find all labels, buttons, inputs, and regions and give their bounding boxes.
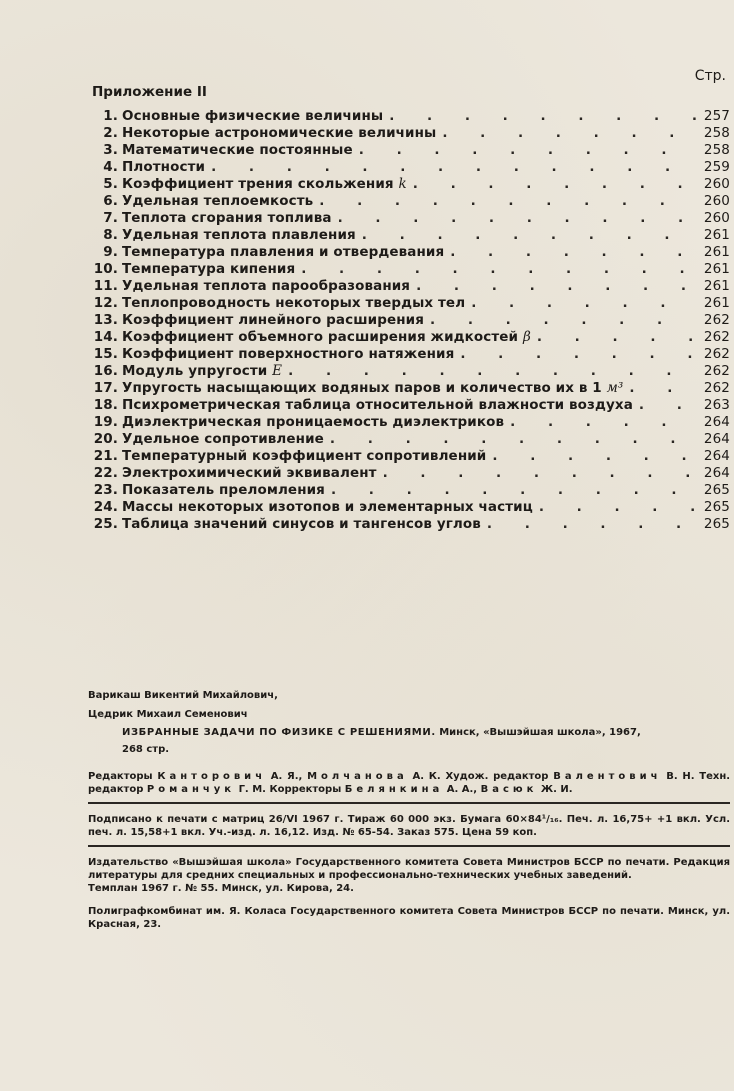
toc-entry [92, 397, 730, 414]
art-editor-label: Худож. редактор [445, 771, 549, 782]
toc-entry-title [122, 210, 332, 226]
toc-entry-number: 24. [93, 499, 118, 515]
toc-entry [92, 176, 730, 193]
editor-name: Молчанова [307, 771, 408, 782]
editors-label: Редакторы [88, 771, 153, 782]
toc-entry-number: 25. [93, 516, 118, 532]
section-title: Приложение II [92, 84, 207, 100]
toc-entry-number: 1. [103, 108, 118, 124]
toc-entry-title-text: Электрохимический эквивалент [122, 465, 377, 481]
toc-entry [92, 482, 730, 499]
toc-entry [92, 125, 730, 142]
toc-entry-title [122, 380, 623, 396]
toc-entry-title [122, 431, 324, 447]
toc-entry [92, 329, 730, 346]
toc-entry [92, 244, 730, 261]
toc-entry-title-text: Удельная теплоемкость [122, 193, 314, 209]
toc-entry-page: 259 [703, 159, 730, 175]
toc-entry-title [122, 261, 295, 277]
toc-entry [92, 346, 730, 363]
toc-entry-number: 13. [93, 312, 118, 328]
toc-entry-title-text: Массы некоторых изотопов и элементарных частиц [122, 499, 533, 515]
templan: Темплан 1967 г. № 55. Минск, ул. Кирова, 24. [88, 883, 354, 894]
dot-leader [492, 448, 696, 464]
toc-entry [92, 210, 730, 227]
toc-entry-page: 265 [703, 499, 730, 515]
dot-leader [416, 278, 696, 294]
toc-entry-title [122, 159, 205, 175]
toc-entry-title-text: Коэффициент линейного расширения [122, 312, 424, 328]
corrector-initials: Ж. И. [540, 784, 573, 795]
toc-entry-number: 6. [103, 193, 118, 209]
toc-entry-page: 264 [703, 431, 730, 447]
toc-entry-title-text: Коэффициент поверхностного натяжения [122, 346, 455, 362]
page-column-label: Стр. [694, 68, 726, 84]
tech-editor-label: Техн. редактор [88, 771, 731, 795]
dot-leader [359, 142, 696, 158]
book-title: ИЗБРАННЫЕ ЗАДАЧИ ПО ФИЗИКЕ С РЕШЕНИЯМИ. [122, 727, 436, 738]
toc-entry [92, 227, 730, 244]
toc-entry-title-text: Психрометрическая таблица относительной влажности воздуха [122, 397, 633, 413]
toc-entry [92, 465, 730, 482]
toc-entry-page: 264 [703, 414, 730, 430]
toc-entry [92, 278, 730, 295]
print-info: Подписано к печати с матриц 26/VI 1967 г. Тираж 60 000 экз. Бумага 60×84¹/₁₆. Печ. л. 16,75+ +1 вкл. Усл. печ. л. 15,58+1 вкл. Уч.-изд. л. 16,12. Изд. № 65-54. Заказ 575. Цена 59 коп. [88, 814, 730, 838]
toc-entry [92, 431, 730, 448]
dot-leader [510, 414, 696, 430]
toc-entry-title [122, 346, 454, 362]
toc-entry-title-text: Таблица значений синусов и тангенсов углов [122, 516, 481, 532]
dot-leader [537, 329, 696, 345]
toc-entry [92, 261, 730, 278]
toc-entry-symbol: м³ [606, 380, 624, 396]
toc-entry-symbol: k [398, 176, 407, 192]
dot-leader [487, 516, 696, 532]
toc-entry-symbol: E [272, 363, 283, 379]
divider [88, 802, 730, 804]
toc-entry-page: 258 [703, 125, 730, 141]
toc-entry-title [122, 312, 424, 328]
toc-entry [92, 448, 730, 465]
toc-entry-title-text: Удельная теплота парообразования [122, 278, 411, 294]
toc-entry-title-text: Показатель преломления [122, 482, 325, 498]
dot-leader [288, 363, 696, 379]
toc-entry-number: 8. [103, 227, 118, 243]
toc-entry-page: 265 [703, 482, 730, 498]
toc-entry-title-text: Некоторые астрономические величины [122, 125, 437, 141]
toc-entry-page: 257 [703, 108, 730, 124]
toc-entry-page: 260 [703, 176, 730, 192]
correctors-label: Корректоры [269, 784, 342, 795]
dot-leader [319, 193, 696, 209]
toc-entry-title [122, 193, 313, 209]
dot-leader [362, 227, 696, 243]
dot-leader [629, 380, 696, 396]
tech-editor-initials: Г. М. [238, 784, 266, 795]
toc-entry-title-text: Удельное сопротивление [122, 431, 324, 447]
toc-entry [92, 193, 730, 210]
toc-entry [92, 295, 730, 312]
toc-entry-title [122, 414, 504, 430]
dot-leader [539, 499, 696, 515]
toc-entry-title-text: Теплота сгорания топлива [122, 210, 332, 226]
toc-entry-title [122, 295, 465, 311]
toc-entry-number: 23. [93, 482, 118, 498]
page-count: 268 стр. [122, 744, 170, 755]
toc-entry [92, 516, 730, 533]
toc-entry-page: 262 [703, 346, 730, 362]
toc-entry [92, 312, 730, 329]
toc-entry-title-text: Основные физические величины [122, 108, 384, 124]
toc-entry-title-text: Диэлектрическая проницаемость диэлектриков [122, 414, 505, 430]
toc-entry-title-text: Коэффициент объемного расширения жидкостей [122, 329, 519, 345]
tech-editor-name: Романчук [146, 784, 236, 795]
toc-entry-title-text: Математические постоянные [122, 142, 353, 158]
toc-entry-title [122, 465, 377, 481]
toc-entry-number: 11. [93, 278, 118, 294]
toc-entry-number: 5. [103, 176, 118, 192]
dot-leader [450, 244, 696, 260]
dot-leader [211, 159, 696, 175]
toc-entry-number: 15. [93, 346, 118, 362]
toc-entry-title-text: Теплопроводность некоторых твердых тел [122, 295, 466, 311]
toc-entry-title [122, 363, 282, 379]
dot-leader [413, 176, 696, 192]
author-2: Цедрик Михаил Семенович [88, 709, 248, 720]
dot-leader [383, 465, 696, 481]
toc-entry-title [122, 125, 436, 141]
colophon [88, 686, 730, 931]
toc-entry-number: 7. [103, 210, 118, 226]
toc-entry-title [122, 482, 325, 498]
divider [88, 845, 730, 847]
toc-entry-page: 261 [703, 244, 730, 260]
publisher-block: Издательство «Вышэйшая школа» Государственного комитета Совета Министров БССР по печати. Редакция литературы для средних специальных и профессионально-технических учебных заведений. [88, 857, 730, 881]
toc-entry-title-text: Упругость насыщающих водяных паров и количество их в 1 [122, 380, 602, 396]
toc-entry-page: 260 [703, 193, 730, 209]
dot-leader [460, 346, 696, 362]
toc-entry-title [122, 397, 633, 413]
toc-entry-number: 19. [93, 414, 118, 430]
toc-entry-title-text: Температурный коэффициент сопротивлений [122, 448, 487, 464]
dot-leader [639, 397, 696, 413]
toc-entry-number: 4. [103, 159, 118, 175]
art-editor-initials: В. Н. [666, 771, 695, 782]
toc-entry-title-text: Плотности [122, 159, 206, 175]
toc-entry [92, 363, 730, 380]
toc-entry-title [122, 329, 531, 345]
dot-leader [330, 431, 696, 447]
toc-entry-number: 22. [93, 465, 118, 481]
editor-initials: А. Я., [270, 771, 303, 782]
dot-leader [331, 482, 696, 498]
toc-entry-number: 18. [93, 397, 118, 413]
toc-entry-page: 261 [703, 227, 730, 243]
toc-entry-title [122, 448, 486, 464]
toc-entry-page: 261 [703, 278, 730, 294]
toc-entry-page: 262 [703, 363, 730, 379]
toc-entry [92, 499, 730, 516]
toc-entry [92, 142, 730, 159]
toc-entry-title [122, 516, 481, 532]
corrector-name: Белянкина [344, 784, 444, 795]
toc-entry-title-text: Коэффициент трения скольжения [122, 176, 394, 192]
art-editor-name: Валентович [553, 771, 662, 782]
toc-entry-title-text: Температура кипения [122, 261, 296, 277]
toc-entry-title-text: Удельная теплота плавления [122, 227, 356, 243]
editor-name: Канторович [157, 771, 267, 782]
toc-entry-page: 261 [703, 261, 730, 277]
toc-entry [92, 159, 730, 176]
toc-entry-number: 10. [93, 261, 118, 277]
toc-entry-page: 264 [703, 448, 730, 464]
printer-block: Полиграфкомбинат им. Я. Коласа Государственного комитета Совета Министров БССР по печати. Минск, ул. Красная, 23. [88, 906, 730, 930]
dot-leader [389, 108, 696, 124]
dot-leader [471, 295, 696, 311]
corrector-initials: А. А., [446, 784, 478, 795]
corrector-name: Васюк [480, 784, 538, 795]
toc-entry [92, 108, 730, 125]
toc-entry-page: 262 [703, 312, 730, 328]
toc-entry-title-text: Температура плавления и отвердевания [122, 244, 445, 260]
toc-entry-number: 17. [93, 380, 118, 396]
dot-leader [338, 210, 696, 226]
toc-entry [92, 380, 730, 397]
dot-leader [301, 261, 696, 277]
table-of-contents [92, 108, 730, 533]
toc-entry-title [122, 278, 410, 294]
toc-entry-page: 258 [703, 142, 730, 158]
toc-entry-page: 262 [703, 329, 730, 345]
book-citation [88, 724, 730, 741]
toc-entry-number: 20. [93, 431, 118, 447]
dot-leader [430, 312, 696, 328]
toc-entry-number: 14. [93, 329, 118, 345]
toc-entry-page: 263 [703, 397, 730, 413]
toc-entry-page: 265 [703, 516, 730, 532]
editor-initials: А. К. [412, 771, 441, 782]
toc-entry-title [122, 176, 407, 192]
toc-entry-number: 9. [103, 244, 118, 260]
toc-entry-page: 264 [703, 465, 730, 481]
toc-entry-title [122, 142, 353, 158]
toc-entry-title [122, 244, 444, 260]
toc-entry [92, 414, 730, 431]
publisher-info: Минск, «Вышэйшая школа», 1967, [439, 727, 641, 738]
toc-entry-number: 2. [103, 125, 118, 141]
toc-entry-page: 262 [703, 380, 730, 396]
toc-entry-number: 12. [93, 295, 118, 311]
toc-entry-symbol: β [522, 329, 531, 345]
toc-entry-number: 21. [93, 448, 118, 464]
dot-leader [442, 125, 696, 141]
toc-entry-number: 3. [103, 142, 118, 158]
author-1: Варикаш Викентий Михайлович, [88, 690, 278, 701]
toc-entry-page: 260 [703, 210, 730, 226]
toc-entry-title [122, 499, 533, 515]
toc-entry-page: 261 [703, 295, 730, 311]
toc-entry-title-text: Модуль упругости [122, 363, 268, 379]
toc-entry-title [122, 108, 383, 124]
toc-entry-number: 16. [93, 363, 118, 379]
toc-entry-title [122, 227, 356, 243]
editors-block [88, 770, 730, 796]
